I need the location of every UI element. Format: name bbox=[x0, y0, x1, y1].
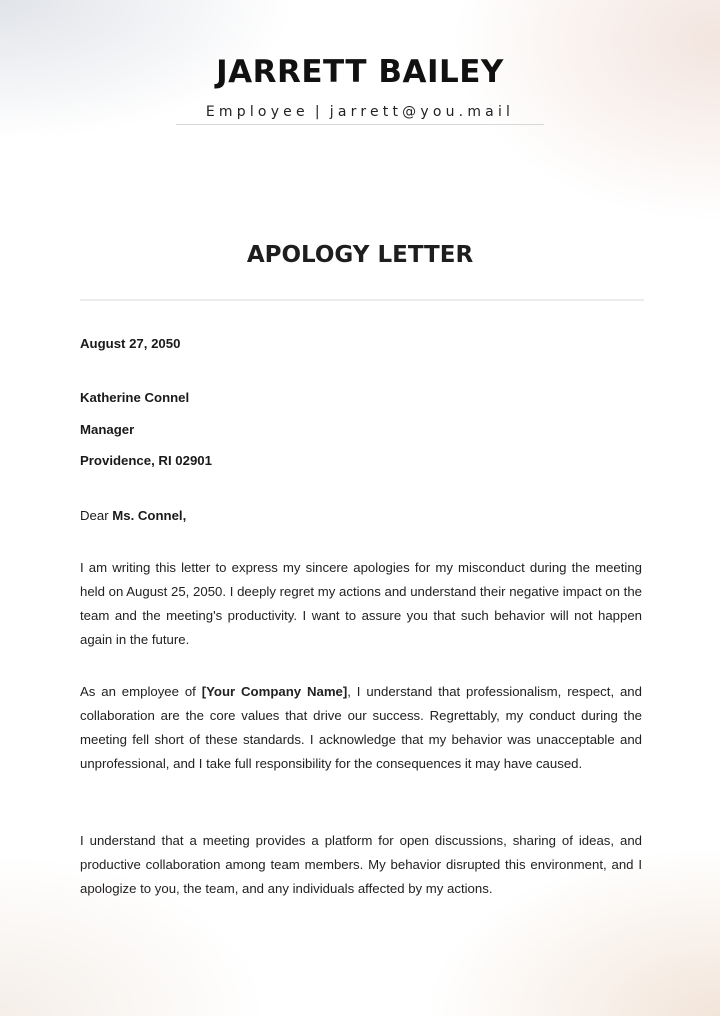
recipient-position: Manager bbox=[80, 422, 135, 437]
header-underline bbox=[176, 124, 544, 125]
salutation-prefix: Dear bbox=[80, 508, 109, 523]
paragraph-1: I am writing this letter to express my sincere apologies for my misconduct during the meeting held on August 25, 2050. I deeply regret my actions and understand their negative impact on the team and the meeting's productivity. I want to assure you that such behavior will not happen again in the future. bbox=[80, 560, 642, 647]
salutation-name: Ms. Connel, bbox=[112, 508, 187, 523]
paragraph-2 bbox=[80, 680, 642, 776]
sender-name: JARRETT BAILEY bbox=[216, 54, 504, 90]
recipient-name: Katherine Connel bbox=[80, 390, 190, 405]
company-name-placeholder: [Your Company Name] bbox=[201, 684, 348, 699]
sender-subtitle bbox=[0, 104, 720, 120]
recipient-address: Providence, RI 02901 bbox=[80, 453, 212, 468]
letter-date: August 27, 2050 bbox=[80, 336, 181, 351]
document-title: APOLOGY LETTER bbox=[246, 242, 474, 268]
paragraph-2-body: , I understand that professionalism, respect, and collaboration are the core values that drive our success. Regrettably, my conduct during the meeting fell short of these standards. I acknowledge that my behavior was unacceptable and unprofessional, and I take full responsibility for the consequences it may have caused. bbox=[80, 684, 642, 771]
salutation bbox=[80, 508, 186, 523]
sender-role: Employee bbox=[205, 104, 309, 120]
paragraph-2-intro: As an employee of bbox=[80, 684, 202, 699]
title-divider bbox=[80, 299, 644, 301]
paragraph-3: I understand that a meeting provides a platform for open discussions, sharing of ideas, and productive collaboration among team members. My behavior disrupted this environment, and I apologize to you, the team, and any individuals affected by my actions. bbox=[80, 833, 642, 896]
sender-email: jarrett@you.mail bbox=[329, 104, 515, 120]
subtitle-separator: | bbox=[314, 104, 324, 120]
